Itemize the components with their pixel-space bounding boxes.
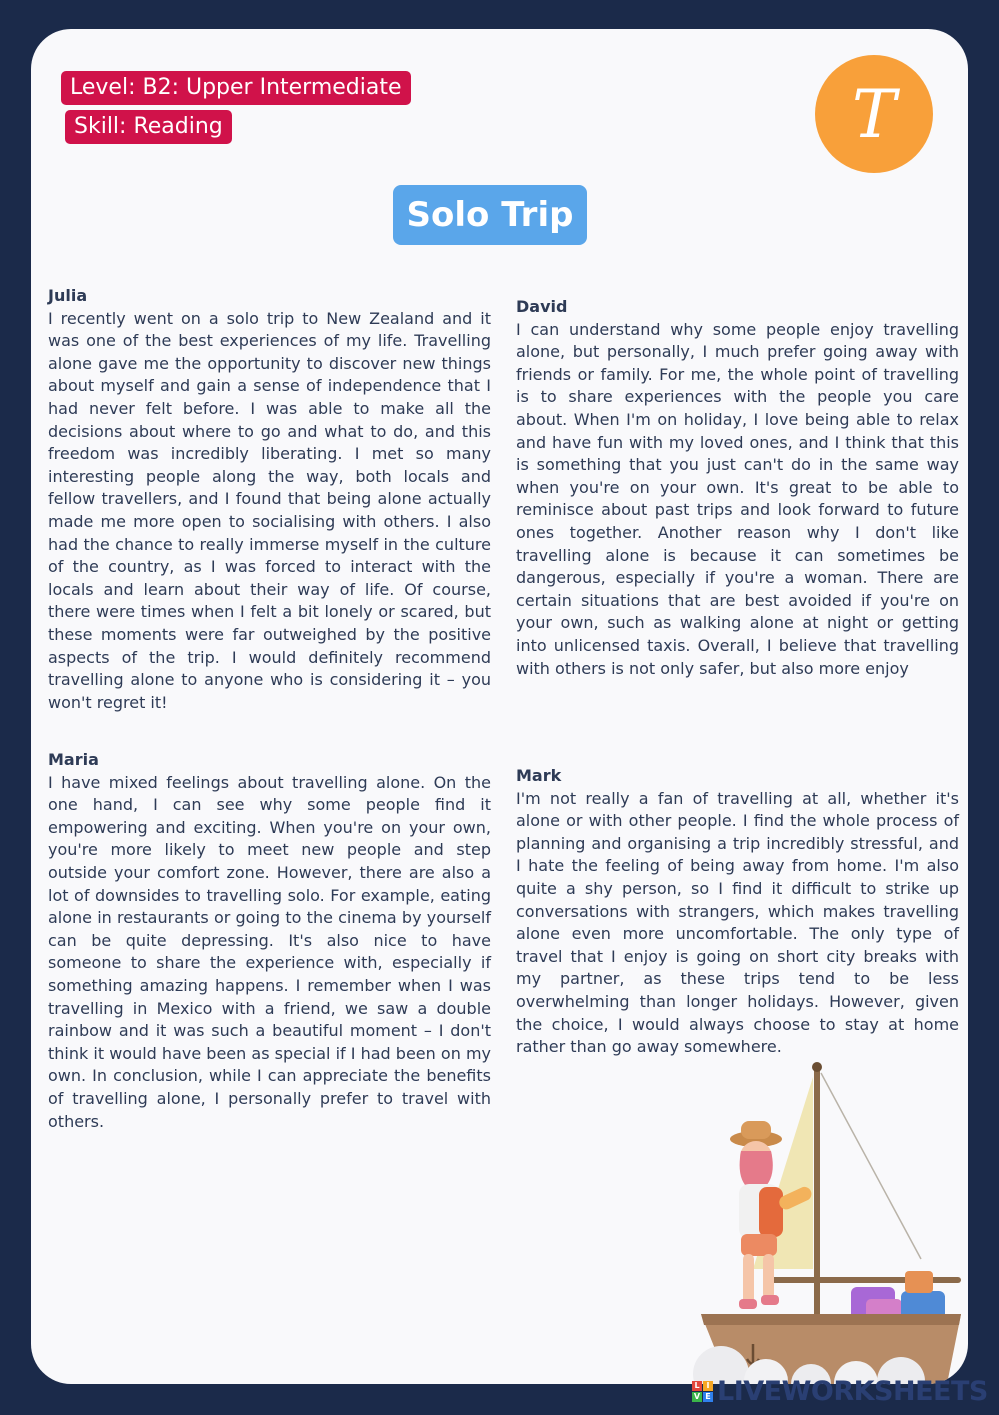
skill-badge: Skill: Reading — [65, 110, 232, 144]
worksheet-page — [31, 29, 968, 1384]
page-title: Solo Trip — [393, 185, 587, 245]
section-text: I have mixed feelings about travelling alone. On the one hand, I can see why some people find it empowering and exciting. When you're on your own, you're more likely to meet new people and step outside your comfort zone. However, there are also a lot of downsides to travelling solo. For example, eating alone in restaurants or going to the cinema by yourself can be quite depressing. It's also nice to have someone to share the experience with, especially if something amazing happens. I remember when I was travelling in Mexico with a friend, we saw a double rainbow and it was such a beautiful moment – I don't think it would have been as special if I had been on my own. In conclusion, while I can appreciate the benefits of travelling alone, I personally prefer to travel with others. — [48, 772, 491, 1131]
section-name: David — [516, 297, 568, 316]
mast-top — [812, 1062, 822, 1072]
suitcase-orange-icon — [905, 1271, 933, 1293]
rope — [821, 1073, 921, 1259]
section-text: I can understand why some people enjoy travelling alone, but personally, I much prefer going away with friends or family. For me, the whole point of travelling is to share experiences with the people you care about. When I'm on holiday, I love being able to relax and have fun with my loved ones, and I think that this is something that you just can't do in the same way when you're on your own. It's great to be able to reminisce about past trips and look forward to future ones together. Another reason why I don't like travelling alone is because it can sometimes be dangerous, especially if you're a woman. There are certain situations that are best avoided if you're on your own, such as walking alone at night or getting into unlicensed taxis. Overall, I believe that travelling with others is not only safer, but also more enjoy — [516, 319, 959, 678]
section-name: Maria — [48, 750, 99, 769]
section-text: I'm not really a fan of travelling at all, whether it's alone or with other people. I find the whole process of planning and organising a trip incredibly stressful, and I hate the feeling of being away from home. I'm also quite a shy person, so I find it difficult to strike up conversations with strangers, which makes travelling alone even more uncomfortable. The only type of travel that I enjoy is going on short city breaks with my partner, as these trips tend to be less overwhelming than longer holidays. However, given the choice, I would always choose to stay at home rather than go away somewhere. — [516, 788, 959, 1057]
sailboat-traveler-illustration — [661, 1059, 961, 1384]
watermark-text: LIVEWORKSHEETS — [717, 1375, 988, 1407]
section-david — [516, 296, 959, 680]
hull-rim — [701, 1314, 961, 1325]
section-name: Mark — [516, 766, 562, 785]
section-text: I recently went on a solo trip to New Zealand and it was one of the best experiences of my life. Travelling alone gave me the opportunity to discover new things about myself and gain a sense of independence that I had never felt before. I was able to make all the decisions about where to go and what to do, and this freedom was incredibly liberating. I met so many interesting people along the way, both locals and fellow travellers, and I found that being alone actually made me more open to socialising with others. I also had the chance to really immerse myself in the culture of the country, as I was forced to interact with the locals and learn about their way of life. Of course, there were times when I felt a bit lonely or scared, but these moments were far outweighed by the positive aspects of the trip. I would definitely recommend travelling alone to anyone who is considering it – you won't regret it! — [48, 308, 491, 712]
level-badge: Level: B2: Upper Intermediate — [61, 71, 411, 105]
liveworksheets-watermark — [692, 1376, 988, 1406]
section-maria — [48, 749, 491, 1133]
section-name: Julia — [48, 286, 88, 305]
section-mark — [516, 765, 959, 1059]
logo-icon: T — [815, 55, 933, 173]
watermark-logo-icon: L I V E — [692, 1381, 713, 1402]
section-julia — [48, 285, 491, 714]
